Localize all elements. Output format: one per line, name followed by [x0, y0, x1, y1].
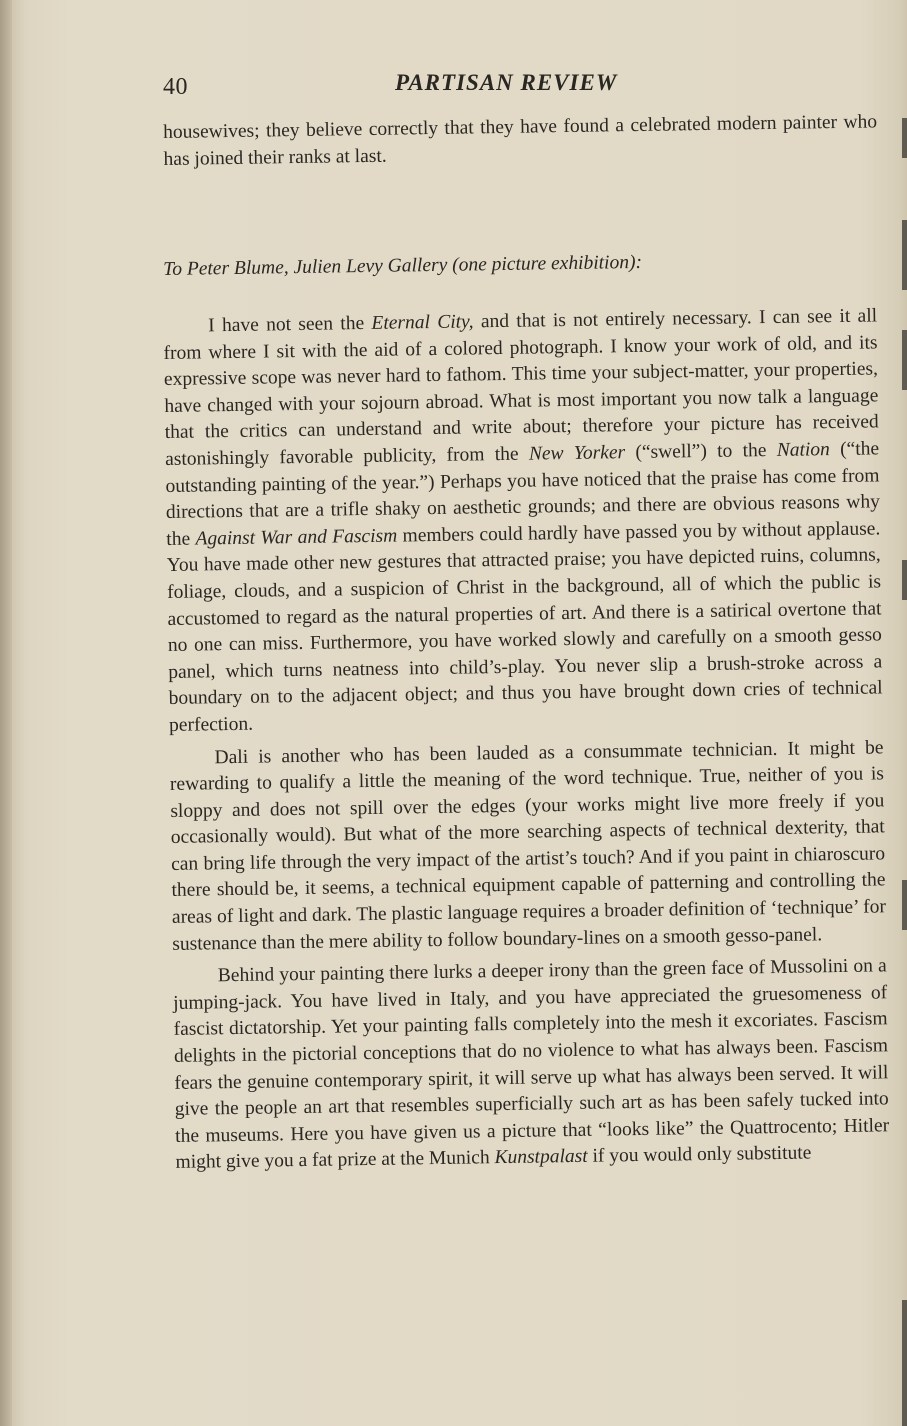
italic-title: New Yorker [528, 442, 626, 465]
text-run: and that is not entirely necessary. I can see it all from where I sit with the aid of a colored photograph. I know your work of old, and its expressive scope was never hard to fathom. This time your subject-matter, your properties, have changed with your sojourn abroad. What is most important you now talk a language that the critics can understand and write about; therefore your picture has received astonishingly favorable publicity, from the [163, 305, 879, 470]
text-run: (“swell”) to the [624, 439, 777, 464]
page-edge-mark [902, 118, 907, 158]
paragraph-1 [163, 303, 883, 739]
text-run: members could hardly have passed you by without applause. You have made other new gestures that attracted praise; you have depicted ruins, columns, foliage, clouds, and a suspicion of Christ in the background, all of which the public is accustomed to regard as the natural properties of art. And there is a satirical overtone that no one can miss. Furthermore, you have worked slowly and carefully on a smooth gesso panel, which turns neatness into child’s-play. You never slip a brush-stroke across a boundary on to the adjacent object; and thus you have brought down cries of technical perfection. [166, 518, 883, 736]
intro-text: housewives; they believe correctly that they have found a celebrated modern painter who has joined their ranks at last. [163, 111, 878, 170]
intro-paragraph [163, 109, 878, 173]
text-run: (“the outstanding painting of the year.”) Perhaps you have noticed that the praise has come from directions that are a trifle shaky on aesthetic grounds; and there are obvious reasons why the [165, 438, 881, 550]
paragraph-2: Dali is another who has been lauded as a consummate technician. It might be rewarding to qualify a little the meaning of the word technique. True, neither of you is sloppy and does not spill over the edges (your works might live more freely if you occasionally would). But what of the more searching aspects of technical dexterity, that can bring life through the very impact of the artist’s touch? And if you paint in chiaroscuro there should be, it seems, a technical equipment capable of patterning and controlling the areas of light and dark. The plastic language requires a broader definition of ‘technique’ for sustenance than the mere ability to follow boundary-lines on a smooth gesso-panel. [169, 736, 887, 955]
page-edge-mark [902, 330, 907, 390]
binding-gutter [0, 0, 12, 1426]
italic-title: Against War and Fascism [195, 525, 398, 550]
paragraph-3 [173, 954, 890, 1177]
italic-title: Eternal City, [371, 311, 474, 334]
italic-title: Kunstpalast [494, 1146, 588, 1169]
text-run: if you would only substitute [587, 1142, 812, 1168]
text-run: Behind your painting there lurks a deeper irony than the green face of Mussolini on a jumping-jack. You have lived in Italy, and you have appreciated the gruesomeness of fascist dictatorship. Yet your painting falls completely into the mesh it excoriates. Fascism delights in the pictorial conceptions that do no violence to what has always been. Fascism fears the genuine contemporary spirit, it will serve up what has always been served. It will give the people an art that resembles superficially such art as has been safely tucked into the museums. Here you have given us a picture that “looks like” the Quattrocento; Hitler might give you a fat prize at the Munich [173, 955, 890, 1174]
page-edge-mark [902, 560, 907, 600]
running-title: PARTISAN REVIEW [395, 70, 618, 95]
text-run: I have not seen the [208, 312, 372, 337]
section-heading: To Peter Blume, Julien Levy Gallery (one picture exhibition): [163, 251, 643, 280]
page-number: 40 [163, 74, 188, 100]
page-edge-mark [902, 1300, 907, 1426]
page-header [163, 66, 863, 106]
italic-title: Nation [776, 439, 830, 461]
article-body [163, 303, 890, 1182]
page-edge-mark [902, 880, 907, 930]
page-edge-mark [902, 220, 907, 290]
